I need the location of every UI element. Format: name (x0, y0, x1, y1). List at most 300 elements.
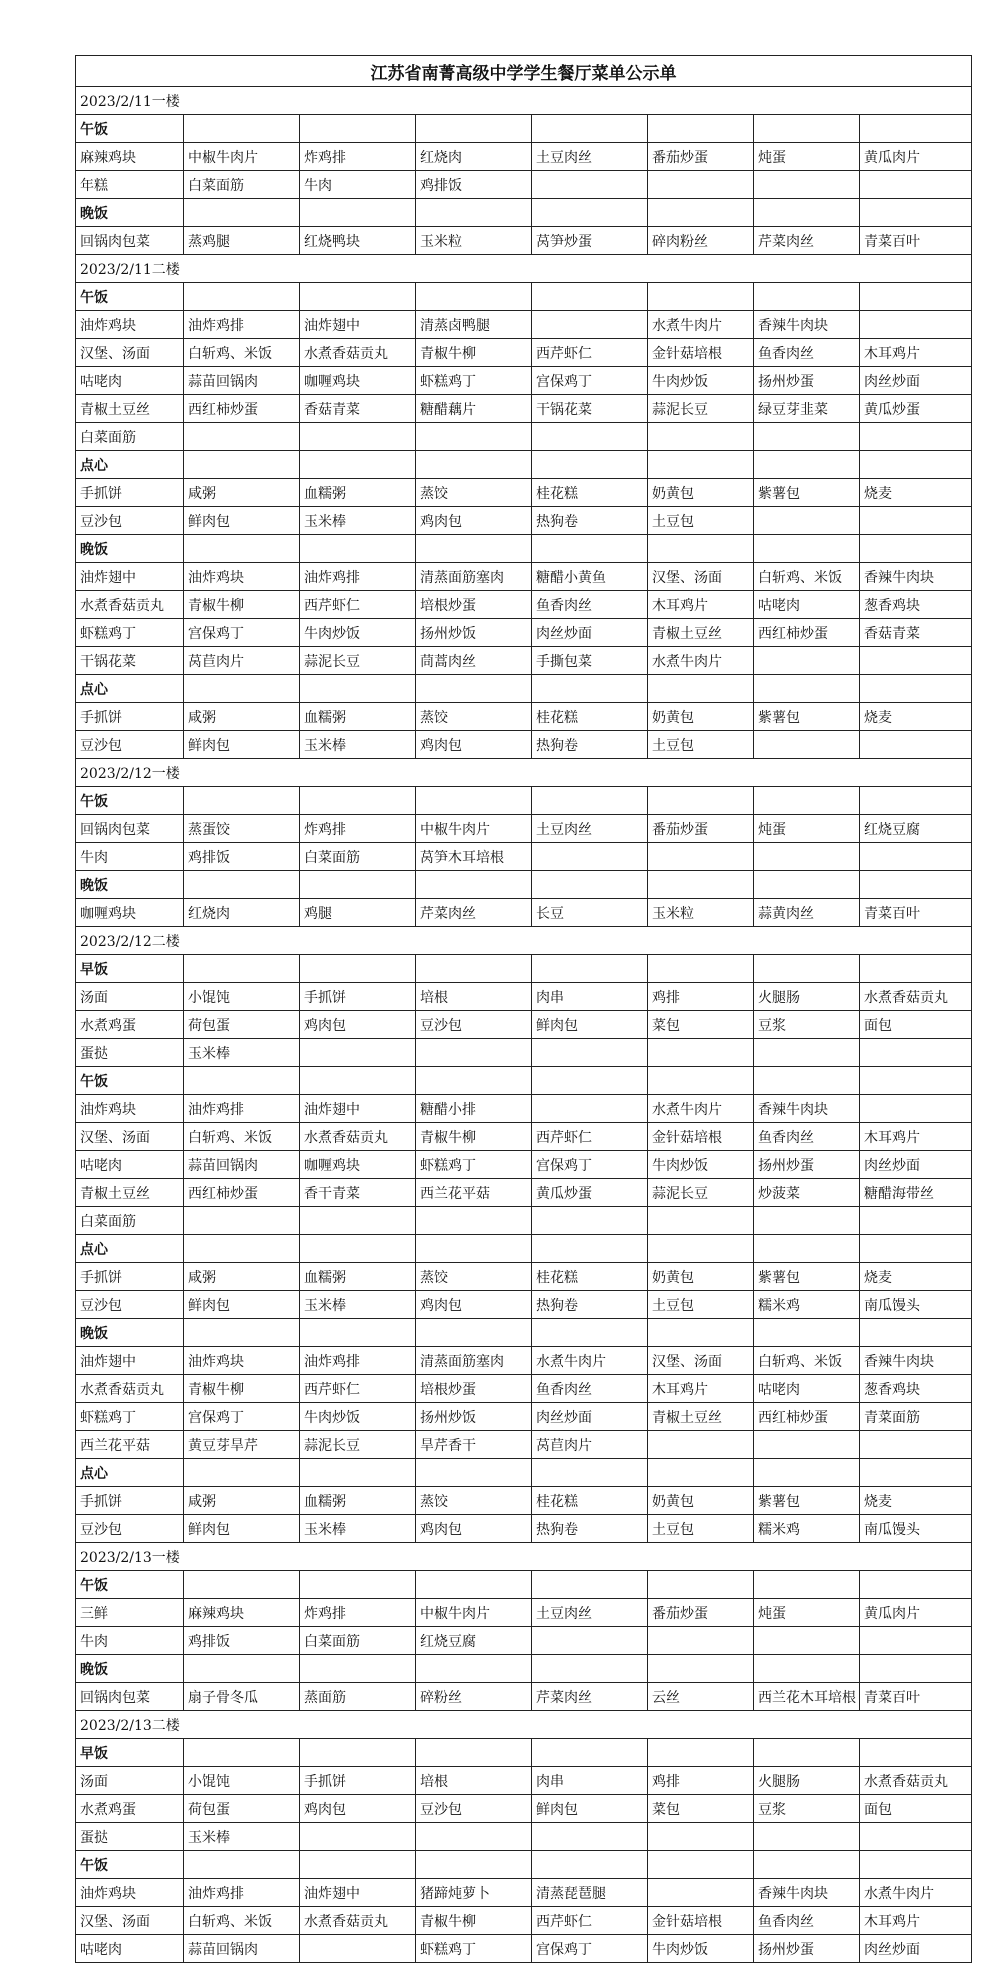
dish-cell: 碎肉粉丝 (648, 227, 754, 255)
dish-cell: 水煮香菇贡丸 (76, 1375, 184, 1403)
dish-cell: 汉堡、汤面 (76, 1123, 184, 1151)
empty-cell (754, 283, 860, 311)
empty-cell (860, 1319, 972, 1347)
dish-cell: 木耳鸡片 (648, 591, 754, 619)
dish-cell: 肉丝炒面 (860, 367, 972, 395)
empty-cell (648, 787, 754, 815)
dish-cell (754, 843, 860, 871)
dish-row (76, 1179, 972, 1207)
dish-row (76, 479, 972, 507)
dish-cell: 黄瓜肉片 (860, 1599, 972, 1627)
dish-cell (860, 171, 972, 199)
dish-cell (648, 1039, 754, 1067)
dish-cell: 炖蛋 (754, 143, 860, 171)
dish-cell (860, 647, 972, 675)
dish-cell (754, 731, 860, 759)
meal-label: 午饭 (76, 787, 184, 815)
empty-cell (860, 1067, 972, 1095)
dish-cell: 油炸鸡块 (184, 1347, 300, 1375)
empty-cell (300, 199, 416, 227)
dish-cell: 咸粥 (184, 1263, 300, 1291)
dish-row (76, 1599, 972, 1627)
dish-cell: 宫保鸡丁 (184, 1403, 300, 1431)
dish-cell: 牛肉炒饭 (648, 367, 754, 395)
dish-cell: 蒸饺 (416, 703, 532, 731)
empty-cell (860, 871, 972, 899)
date-row (76, 255, 972, 283)
dish-cell (648, 1823, 754, 1851)
empty-cell (416, 675, 532, 703)
dish-cell: 蒸饺 (416, 1487, 532, 1515)
meal-row (76, 1067, 972, 1095)
dish-cell: 紫薯包 (754, 1487, 860, 1515)
empty-cell (860, 675, 972, 703)
dish-row (76, 1431, 972, 1459)
dish-cell: 蒸面筋 (300, 1683, 416, 1711)
dish-cell: 紫薯包 (754, 1263, 860, 1291)
dish-cell: 咖喱鸡块 (76, 899, 184, 927)
dish-cell: 炸鸡排 (300, 815, 416, 843)
dish-cell: 旱芹香干 (416, 1431, 532, 1459)
empty-cell (184, 787, 300, 815)
dish-cell: 红烧肉 (416, 143, 532, 171)
dish-cell: 牛肉 (76, 1627, 184, 1655)
dish-cell: 莴笋炒蛋 (532, 227, 648, 255)
dish-row (76, 983, 972, 1011)
dish-cell: 香辣牛肉块 (754, 311, 860, 339)
dish-cell: 烧麦 (860, 1263, 972, 1291)
meal-label: 点心 (76, 675, 184, 703)
empty-cell (300, 1459, 416, 1487)
dish-cell: 麻辣鸡块 (184, 1599, 300, 1627)
dish-cell: 咖喱鸡块 (300, 1151, 416, 1179)
dish-cell: 西芹虾仁 (300, 591, 416, 619)
dish-cell (532, 1039, 648, 1067)
meal-row (76, 115, 972, 143)
dish-cell: 鱼香肉丝 (754, 1907, 860, 1935)
date-row (76, 759, 972, 787)
empty-cell (300, 955, 416, 983)
dish-cell: 木耳鸡片 (860, 1907, 972, 1935)
dish-cell: 香干青菜 (300, 1179, 416, 1207)
dish-cell (300, 423, 416, 451)
dish-cell: 西芹虾仁 (532, 339, 648, 367)
empty-cell (184, 1571, 300, 1599)
dish-cell: 奶黄包 (648, 1487, 754, 1515)
dish-cell: 白菜面筋 (300, 1627, 416, 1655)
dish-cell: 三鲜 (76, 1599, 184, 1627)
meal-row (76, 1739, 972, 1767)
dish-row (76, 1375, 972, 1403)
date-row (76, 1711, 972, 1739)
empty-cell (184, 283, 300, 311)
dish-cell: 紫薯包 (754, 479, 860, 507)
empty-cell (860, 1235, 972, 1263)
meal-row (76, 535, 972, 563)
empty-cell (754, 675, 860, 703)
meal-row (76, 1571, 972, 1599)
dish-cell: 鸡肉包 (300, 1011, 416, 1039)
dish-row (76, 1403, 972, 1431)
empty-cell (184, 955, 300, 983)
empty-cell (300, 1067, 416, 1095)
dish-cell: 猪蹄炖萝卜 (416, 1879, 532, 1907)
dish-cell (754, 507, 860, 535)
dish-row (76, 367, 972, 395)
dish-cell: 热狗卷 (532, 1291, 648, 1319)
dish-cell: 香辣牛肉块 (754, 1879, 860, 1907)
dish-cell: 红烧肉 (184, 899, 300, 927)
empty-cell (754, 955, 860, 983)
dish-cell: 宫保鸡丁 (184, 619, 300, 647)
dish-cell (416, 423, 532, 451)
dish-cell: 土豆包 (648, 1291, 754, 1319)
dish-cell (416, 1039, 532, 1067)
date-row (76, 87, 972, 115)
dish-cell: 白斩鸡、米饭 (754, 563, 860, 591)
dish-cell: 黄瓜炒蛋 (860, 395, 972, 423)
dish-cell: 红烧豆腐 (860, 815, 972, 843)
dish-cell: 西芹虾仁 (300, 1375, 416, 1403)
dish-cell: 红烧鸭块 (300, 227, 416, 255)
empty-cell (416, 871, 532, 899)
empty-cell (648, 1459, 754, 1487)
dish-cell: 鲜肉包 (184, 507, 300, 535)
meal-label: 早饭 (76, 1739, 184, 1767)
meal-label: 晚饭 (76, 1319, 184, 1347)
dish-row (76, 339, 972, 367)
empty-cell (860, 955, 972, 983)
meal-row (76, 955, 972, 983)
dish-cell: 血糯粥 (300, 1487, 416, 1515)
dish-cell: 油炸翅中 (300, 1879, 416, 1907)
dish-cell: 油炸鸡排 (300, 1347, 416, 1375)
dish-cell (300, 1823, 416, 1851)
dish-cell: 青菜百叶 (860, 1683, 972, 1711)
dish-cell: 土豆肉丝 (532, 143, 648, 171)
empty-cell (648, 1319, 754, 1347)
dish-cell: 血糯粥 (300, 479, 416, 507)
dish-cell: 水煮牛肉片 (648, 647, 754, 675)
dish-row (76, 1207, 972, 1235)
dish-row (76, 1879, 972, 1907)
meal-row (76, 787, 972, 815)
dish-cell (860, 1095, 972, 1123)
dish-cell: 南瓜馒头 (860, 1515, 972, 1543)
dish-cell: 鸡排饭 (184, 1627, 300, 1655)
empty-cell (184, 1655, 300, 1683)
empty-cell (532, 1655, 648, 1683)
dish-cell (532, 1823, 648, 1851)
meal-label: 午饭 (76, 1851, 184, 1879)
meal-row (76, 1459, 972, 1487)
dish-cell: 西芹虾仁 (532, 1907, 648, 1935)
empty-cell (754, 1067, 860, 1095)
dish-cell: 油炸鸡排 (184, 311, 300, 339)
empty-cell (532, 199, 648, 227)
empty-cell (300, 535, 416, 563)
empty-cell (754, 1739, 860, 1767)
dish-cell: 西红柿炒蛋 (184, 395, 300, 423)
dish-cell: 蒜泥长豆 (648, 1179, 754, 1207)
dish-row (76, 899, 972, 927)
empty-cell (648, 1067, 754, 1095)
dish-cell: 肉丝炒面 (860, 1151, 972, 1179)
empty-cell (416, 955, 532, 983)
dish-row (76, 1627, 972, 1655)
dish-cell: 莴笋木耳培根 (416, 843, 532, 871)
meal-label: 午饭 (76, 115, 184, 143)
dish-row (76, 1151, 972, 1179)
dish-cell (754, 171, 860, 199)
dish-cell: 油炸鸡块 (184, 563, 300, 591)
empty-cell (754, 199, 860, 227)
empty-cell (532, 1235, 648, 1263)
dish-cell: 豆沙包 (76, 1515, 184, 1543)
dish-row (76, 311, 972, 339)
empty-cell (300, 1739, 416, 1767)
dish-row (76, 815, 972, 843)
dish-cell: 荷包蛋 (184, 1011, 300, 1039)
meal-row (76, 871, 972, 899)
dish-cell: 油炸鸡块 (76, 311, 184, 339)
dish-cell: 虾糕鸡丁 (416, 367, 532, 395)
dish-cell (754, 1431, 860, 1459)
dish-cell: 清蒸面筋塞肉 (416, 563, 532, 591)
dish-cell: 汤面 (76, 1767, 184, 1795)
empty-cell (300, 1319, 416, 1347)
dish-cell: 木耳鸡片 (860, 1123, 972, 1151)
dish-cell: 培根 (416, 1767, 532, 1795)
dish-cell: 白斩鸡、米饭 (184, 339, 300, 367)
menu-table (75, 55, 972, 1963)
meal-row (76, 675, 972, 703)
dish-row (76, 1795, 972, 1823)
empty-cell (416, 451, 532, 479)
dish-cell: 芹菜肉丝 (416, 899, 532, 927)
empty-cell (184, 1067, 300, 1095)
empty-cell (648, 955, 754, 983)
dish-cell: 血糯粥 (300, 1263, 416, 1291)
dish-cell: 火腿肠 (754, 983, 860, 1011)
dish-cell: 水煮牛肉片 (648, 1095, 754, 1123)
dish-row (76, 1011, 972, 1039)
dish-cell: 玉米棒 (300, 507, 416, 535)
dish-cell: 桂花糕 (532, 703, 648, 731)
dish-cell: 芹菜肉丝 (532, 1683, 648, 1711)
dish-cell: 土豆包 (648, 731, 754, 759)
dish-cell: 油炸鸡排 (184, 1095, 300, 1123)
empty-cell (532, 787, 648, 815)
dish-cell: 油炸鸡块 (76, 1879, 184, 1907)
empty-cell (416, 1319, 532, 1347)
dish-cell: 鲜肉包 (184, 1515, 300, 1543)
dish-cell: 茼蒿肉丝 (416, 647, 532, 675)
empty-cell (860, 451, 972, 479)
dish-cell: 中椒牛肉片 (184, 143, 300, 171)
empty-cell (300, 675, 416, 703)
dish-cell: 长豆 (532, 899, 648, 927)
empty-cell (754, 871, 860, 899)
dish-row (76, 227, 972, 255)
dish-cell: 咕咾肉 (754, 1375, 860, 1403)
empty-cell (532, 1459, 648, 1487)
dish-cell: 白斩鸡、米饭 (184, 1123, 300, 1151)
dish-cell: 香辣牛肉块 (860, 1347, 972, 1375)
dish-cell: 油炸鸡排 (184, 1879, 300, 1907)
dish-row (76, 1907, 972, 1935)
empty-cell (532, 115, 648, 143)
empty-cell (648, 675, 754, 703)
dish-cell: 绿豆芽韭菜 (754, 395, 860, 423)
dish-cell: 咸粥 (184, 479, 300, 507)
empty-cell (648, 1739, 754, 1767)
meal-label: 晚饭 (76, 871, 184, 899)
empty-cell (416, 283, 532, 311)
dish-cell (532, 423, 648, 451)
dish-row (76, 423, 972, 451)
empty-cell (416, 199, 532, 227)
dish-cell: 桂花糕 (532, 1487, 648, 1515)
dish-cell: 豆浆 (754, 1011, 860, 1039)
dish-cell: 水煮牛肉片 (860, 1879, 972, 1907)
dish-cell: 中椒牛肉片 (416, 815, 532, 843)
empty-cell (300, 451, 416, 479)
dish-cell: 青椒土豆丝 (76, 395, 184, 423)
dish-cell: 糖醋小排 (416, 1095, 532, 1123)
dish-cell: 青椒土豆丝 (648, 619, 754, 647)
dish-cell: 莴苣肉片 (184, 647, 300, 675)
dish-cell: 白菜面筋 (76, 1207, 184, 1235)
dish-cell: 油炸翅中 (300, 311, 416, 339)
dish-cell: 烧麦 (860, 479, 972, 507)
dish-cell: 炒菠菜 (754, 1179, 860, 1207)
dish-cell: 香菇青菜 (860, 619, 972, 647)
dish-cell: 鸡排饭 (184, 843, 300, 871)
empty-cell (416, 115, 532, 143)
dish-cell: 番茄炒蛋 (648, 1599, 754, 1627)
dish-cell: 香辣牛肉块 (754, 1095, 860, 1123)
dish-cell: 鸡腿 (300, 899, 416, 927)
dish-cell: 牛肉 (76, 843, 184, 871)
dish-cell: 土豆包 (648, 507, 754, 535)
empty-cell (300, 1851, 416, 1879)
dish-cell: 培根 (416, 983, 532, 1011)
empty-cell (300, 871, 416, 899)
dish-cell: 水煮香菇贡丸 (300, 1907, 416, 1935)
dish-cell: 葱香鸡块 (860, 591, 972, 619)
dish-row (76, 703, 972, 731)
dish-cell: 肉丝炒面 (860, 1935, 972, 1963)
dish-cell: 鸡肉包 (416, 731, 532, 759)
dish-cell: 水煮香菇贡丸 (860, 983, 972, 1011)
empty-cell (648, 535, 754, 563)
empty-cell (754, 451, 860, 479)
dish-cell: 鸡排 (648, 983, 754, 1011)
dish-cell: 油炸鸡块 (76, 1095, 184, 1123)
empty-cell (416, 1851, 532, 1879)
empty-cell (532, 451, 648, 479)
dish-cell: 咕咾肉 (76, 1935, 184, 1963)
date-location-label: 2023/2/13一楼 (76, 1543, 972, 1571)
dish-cell (860, 1627, 972, 1655)
dish-cell: 油炸翅中 (76, 1347, 184, 1375)
dish-cell: 金针菇培根 (648, 1123, 754, 1151)
meal-label: 点心 (76, 1459, 184, 1487)
dish-cell (860, 1207, 972, 1235)
empty-cell (416, 1571, 532, 1599)
dish-cell: 青菜百叶 (860, 227, 972, 255)
dish-cell: 热狗卷 (532, 1515, 648, 1543)
dish-cell: 热狗卷 (532, 507, 648, 535)
empty-cell (416, 787, 532, 815)
empty-cell (648, 1571, 754, 1599)
empty-cell (300, 1235, 416, 1263)
dish-cell: 鸡肉包 (416, 1515, 532, 1543)
dish-cell: 培根炒蛋 (416, 1375, 532, 1403)
dish-cell: 干锅花菜 (76, 647, 184, 675)
dish-cell: 蒜黄肉丝 (754, 899, 860, 927)
dish-cell: 云丝 (648, 1683, 754, 1711)
dish-cell: 玉米粒 (648, 899, 754, 927)
dish-cell: 扬州炒饭 (416, 1403, 532, 1431)
dish-row (76, 1515, 972, 1543)
dish-cell: 蛋挞 (76, 1039, 184, 1067)
dish-cell: 青菜面筋 (860, 1403, 972, 1431)
empty-cell (754, 1851, 860, 1879)
dish-cell: 手抓饼 (300, 983, 416, 1011)
dish-cell: 碎粉丝 (416, 1683, 532, 1711)
dish-row (76, 1487, 972, 1515)
meal-label: 晚饭 (76, 199, 184, 227)
dish-cell: 糖醋小黄鱼 (532, 563, 648, 591)
empty-cell (754, 115, 860, 143)
dish-cell: 金针菇培根 (648, 1907, 754, 1935)
dish-cell: 西芹虾仁 (532, 1123, 648, 1151)
dish-cell: 蒜苗回锅肉 (184, 1151, 300, 1179)
meal-label: 午饭 (76, 1067, 184, 1095)
dish-cell: 豆沙包 (76, 507, 184, 535)
meal-label: 点心 (76, 1235, 184, 1263)
dish-cell: 青椒牛柳 (416, 1123, 532, 1151)
dish-cell: 玉米棒 (300, 1515, 416, 1543)
dish-cell: 手抓饼 (76, 1263, 184, 1291)
menu-title: 江苏省南菁高级中学学生餐厅菜单公示单 (76, 56, 972, 87)
dish-cell: 黄豆芽旱芹 (184, 1431, 300, 1459)
dish-cell: 豆沙包 (416, 1795, 532, 1823)
dish-cell (754, 1207, 860, 1235)
dish-cell: 桂花糕 (532, 1263, 648, 1291)
empty-cell (860, 1571, 972, 1599)
dish-cell: 虾糕鸡丁 (416, 1935, 532, 1963)
dish-cell: 奶黄包 (648, 479, 754, 507)
dish-cell (300, 1207, 416, 1235)
dish-cell: 豆浆 (754, 1795, 860, 1823)
empty-cell (754, 1459, 860, 1487)
dish-cell: 清蒸琵琶腿 (532, 1879, 648, 1907)
dish-cell (754, 1823, 860, 1851)
dish-cell (300, 1039, 416, 1067)
dish-cell: 青椒土豆丝 (76, 1179, 184, 1207)
dish-cell: 干锅花菜 (532, 395, 648, 423)
dish-cell: 鸡肉包 (416, 1291, 532, 1319)
dish-cell: 培根炒蛋 (416, 591, 532, 619)
dish-cell: 豆沙包 (416, 1011, 532, 1039)
dish-cell: 莴苣肉片 (532, 1431, 648, 1459)
dish-cell: 汤面 (76, 983, 184, 1011)
empty-cell (416, 1739, 532, 1767)
dish-cell: 肉丝炒面 (532, 1403, 648, 1431)
